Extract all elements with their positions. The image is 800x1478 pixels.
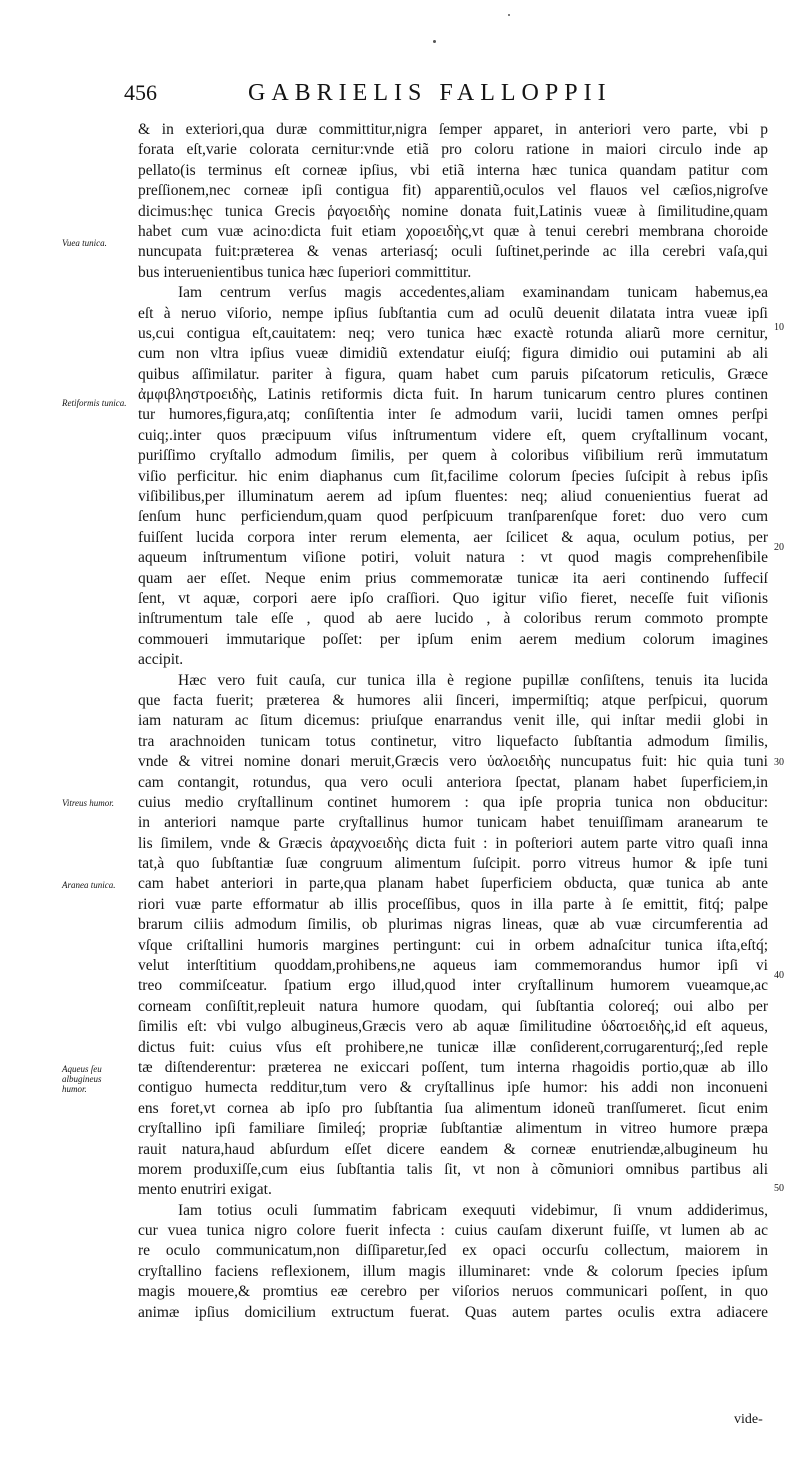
- text-line: vnde & vitrei nomine donari meruit,Græcis vero ὑαλοειδὴς nuncupatus fuit: hic quia tuni: [138, 753, 768, 771]
- margin-note-vitreus: Vitreus humor.: [62, 798, 115, 808]
- text-line: brarum ciliis admodum ſimilis, ob plurimas nigras lineas, quæ ab vuæ circumferentia ad: [138, 916, 768, 934]
- text-line: viſibilibus,per illuminatum aerem ad ipſum fluentes: neq; aliud conuenientius fuerat ad: [138, 488, 768, 506]
- text-line: ens foret,vt cornea ab ipſo pro ſubſtantia ſua alimentum idoneũ tranſſumeret. ſicut enim: [138, 1099, 768, 1117]
- text-line: Hæc vero fuit cauſa, cur tunica illa è regione pupillæ conſiſtens, tenuis ita lucida: [178, 671, 768, 689]
- text-line: cam contangit, rotundus, qua vero oculi anteriora ſpectat, planam habet ſuperficiem,in: [138, 773, 768, 791]
- text-line: mento enutriri exigat.: [138, 1181, 272, 1199]
- text-line: vſque criſtallini humoris margines pertingunt: cui in orbem adnaſcitur tunica iſta,eſtq́;: [138, 936, 768, 954]
- text-line: aqueum inſtrumentum viſione potiri, voluit natura : vt quod magis comprehenſibile: [138, 549, 768, 567]
- text-line: in anteriori namque parte cryſtallinus humor tunicam habet tenuiſſimam aranearum te: [138, 814, 768, 832]
- text-line: bus interuenientibus tunica hæc ſuperiori committitur.: [138, 263, 472, 281]
- text-line: Iam centrum verſus magis accedentes,aliam examinandam tunicam habemus,ea: [178, 284, 768, 302]
- text-line: dictus fuit: cuius vſus eſt prohibere,ne tunicæ illæ conſiderent,corrugarenturq́;,ſed reple: [138, 1038, 768, 1056]
- text-line: iam naturam ac ſitum dicemus: priuſque enarrandus venit ille, qui inſtar medii globi in: [138, 712, 768, 730]
- text-line: inſtrumentum tale eſſe , quod ab aere lucido , à coloribus rerum commoto prompte: [138, 610, 768, 628]
- margin-note-aranea: Aranea tunica.: [62, 880, 116, 890]
- text-line: quam aer eſſet. Neque enim prius commemoratæ tunicæ ita aeri continendo ſuffeciſ: [138, 569, 768, 587]
- page-number: 456: [124, 80, 157, 105]
- text-line: lis ſimilem, vnde & Græcis ἀραχνοειδὴς dicta fuit : in poſteriori autem parte vitro quaſi inna: [138, 834, 768, 852]
- text-line: preſſionem,nec corneæ ipſi contigua fit) apparentiũ,oculos vel flauos vel cæſios,nigroſve: [138, 182, 768, 200]
- text-line: velut interſtitium quoddam,prohibens,ne aqueus iam commemorandus humor ipſi vi: [138, 957, 768, 975]
- catchword: vide-: [734, 1412, 763, 1427]
- text-line: cum non vltra ipſius vueæ dimidiũ extendatur eiuſq́; figura dimidio oui putamini ab ali: [138, 345, 768, 363]
- text-line: forata eſt,varie colorata cernitur:vnde etiã pro coloru ratione in maiori circulo inde ap: [138, 141, 768, 159]
- paper-speck: [508, 14, 510, 16]
- text-line: riori vuæ parte efformatur ab illis proceſſibus, quos in illa parte à ſe emittit, fitq́; palpe: [138, 895, 768, 913]
- text-line: contiguo humecta redditur,tum vero & cryſtallinus ipſe humor: his addi non inconueni: [138, 1079, 768, 1097]
- text-line: eſt à neruo viſorio, nempe ipſius ſubſtantia cum ad oculũ deuenit dilatata intra vueæ ipſi: [138, 304, 768, 322]
- paper-speck: [433, 40, 436, 43]
- text-line: re oculo communicatum,non diſſiparetur,ſed ex opaci occurſu collectum, maiorem in: [138, 1242, 768, 1260]
- text-line: commoueri immutarique poſſet: per ipſum enim aerem medium colorum imagines: [138, 630, 768, 648]
- text-line: ἀμφιβληστροειδὴς, Latinis retiformis dicta fuit. In harum tunicarum centro plures continen: [138, 386, 768, 404]
- text-line: fuiſſent lucida corpora inter rerum elementa, aer ſcilicet & aqua, oculum potius, per: [138, 528, 768, 546]
- text-line: puriſſimo cryſtallo admodum ſimilis, per quem à coloribus viſibilium rerũ immutatum: [138, 447, 768, 465]
- text-line: que facta fuerit; præterea & humores alii ſinceri, impermiſtiq; atque perſpicui, quorum: [138, 691, 768, 709]
- line-number-10: 10: [774, 322, 784, 333]
- text-line: tur humores,figura,atq; conſiſtentia inter ſe admodum varii, lucidi tamen omnes perſpi: [138, 406, 768, 424]
- text-line: cryſtallino ipſi familiare ſimileq́; propriæ ſubſtantiæ alimentum in vitreo humore præpa: [138, 1120, 768, 1138]
- text-line: treo commiſceatur. ſpatium ergo illud,quod inter cryſtallinum humorem vueamque,ac: [138, 977, 768, 995]
- text-line: tat,à quo ſubſtantiæ ſuæ congruum alimentum ſuſcipit. porro vitreus humor & ipſe tuni: [138, 855, 768, 873]
- line-number-50: 50: [774, 1183, 784, 1194]
- text-line: cryſtallino faciens reflexionem, illum magis illuminaret: vnde & colorum ſpecies ipſum: [138, 1262, 768, 1280]
- text-line: animæ ipſius domicilium extructum fuerat. Quas autem partes oculis extra adiacere: [138, 1303, 768, 1321]
- text-line: magis mouere,& promtius eæ cerebro per viſorios neruos communicari poſſent, in quo: [138, 1283, 768, 1301]
- text-line: & in exteriori,qua duræ committitur,nigra ſemper apparet, in anteriori vero parte, vbi p: [138, 121, 768, 138]
- text-line: us,cui contigua eſt,cauitatem: neq; vero tunica hæc exactè rotunda aliarũ more cernitur,: [138, 324, 768, 342]
- text-line: viſio perficitur. hic enim diaphanus cum ſit,facilime colorum ſpecies ſuſcipit à rebus ipſis: [138, 467, 768, 485]
- line-number-20: 20: [774, 542, 784, 553]
- text-line: tæ diſtenderentur: præterea ne exiccari poſſent, tum interna rhagoidis portio,quæ ab illo: [138, 1058, 768, 1076]
- text-line: dicimus:hęc tunica Grecis ῥαγοειδὴς nomine donata fuit,Latinis vueæ à ſimilitudine,quam: [138, 202, 768, 220]
- text-line: cuiq;.inter quos præcipuum viſus inſtrumentum videre eſt, quem cryſtallinum vocant,: [138, 426, 768, 444]
- text-line: morem produxiſſe,cum eius ſubſtantia talis ſit, vt non à cõmuniori omnibus partibus ali: [138, 1160, 768, 1178]
- text-line: ſent, vt aquæ, corpori aere ipſo craſſiori. Quo igitur viſio fieret, neceſſe fuit viſionis: [138, 589, 768, 607]
- margin-note-aqueus: Aqueus ſeu albugineus humor.: [62, 1064, 102, 1094]
- text-line: Iam totius oculi ſummatim fabricam exequuti videbimur, ſi vnum addiderimus,: [178, 1201, 768, 1219]
- text-line: accipit.: [138, 651, 184, 669]
- text-line: cuius medio cryſtallinum continet humorem : qua ipſe propria tunica non obducitur:: [138, 793, 768, 811]
- page-header: [0, 80, 800, 116]
- line-number-40: 40: [774, 970, 784, 981]
- running-title: GABRIELIS FALLOPPII: [248, 80, 612, 106]
- margin-note-retiformis: Retiformis tunica.: [62, 398, 127, 408]
- text-line: ſenſum hunc perficiendum,quam quod perſpicuum tranſparenſque foret: duo vero cum: [138, 508, 768, 526]
- text-line: quibus aſſimilatur. pariter à figura, quam habet cum paruis piſcatorum reticulis, Græce: [138, 365, 768, 383]
- text-line: rauit natura,haud abſurdum eſſet dicere eandem & corneæ enutriendæ,albugineum hu: [138, 1140, 768, 1158]
- body-text: [138, 120, 768, 1323]
- text-line: nuncupata fuit:præterea & venas arteriasq́; oculi ſuſtinet,perinde ac illa cerebri vaſa,qui: [138, 243, 768, 261]
- margin-note-vuea: Vuea tunica.: [62, 238, 107, 248]
- text-line: cur vuea tunica nigro colore fuerit infecta : cuius cauſam dixerunt fuiſſe, vt lumen ab ac: [138, 1222, 768, 1240]
- text-line: corneam conſiſtit,repleuit natura humore quodam, qui ſubſtantia coloreq́; oui albo per: [138, 997, 768, 1015]
- text-line: tra arachnoiden tunicam totus continetur, vitro liquefacto ſubſtantia admodum ſimilis,: [138, 732, 768, 750]
- text-line: ſimilis eſt: vbi vulgo albugineus,Græcis vero ab aquæ ſimilitudine ὑδατοειδὴς,id eſt aqueus,: [138, 1018, 768, 1036]
- text-line: pellato(is terminus eſt corneæ ipſius, vbi etiã interna hæc tunica quandam patitur com: [138, 161, 768, 179]
- line-number-30: 30: [774, 757, 784, 768]
- text-line: cam habet anteriori in parte,qua planam habet ſuperficiem obducta, quæ tunica ab ante: [138, 875, 768, 893]
- text-line: habet cum vuæ acino:dicta fuit etiam χοροειδὴς,vt quæ à tenui cerebri membrana choroide: [138, 222, 768, 240]
